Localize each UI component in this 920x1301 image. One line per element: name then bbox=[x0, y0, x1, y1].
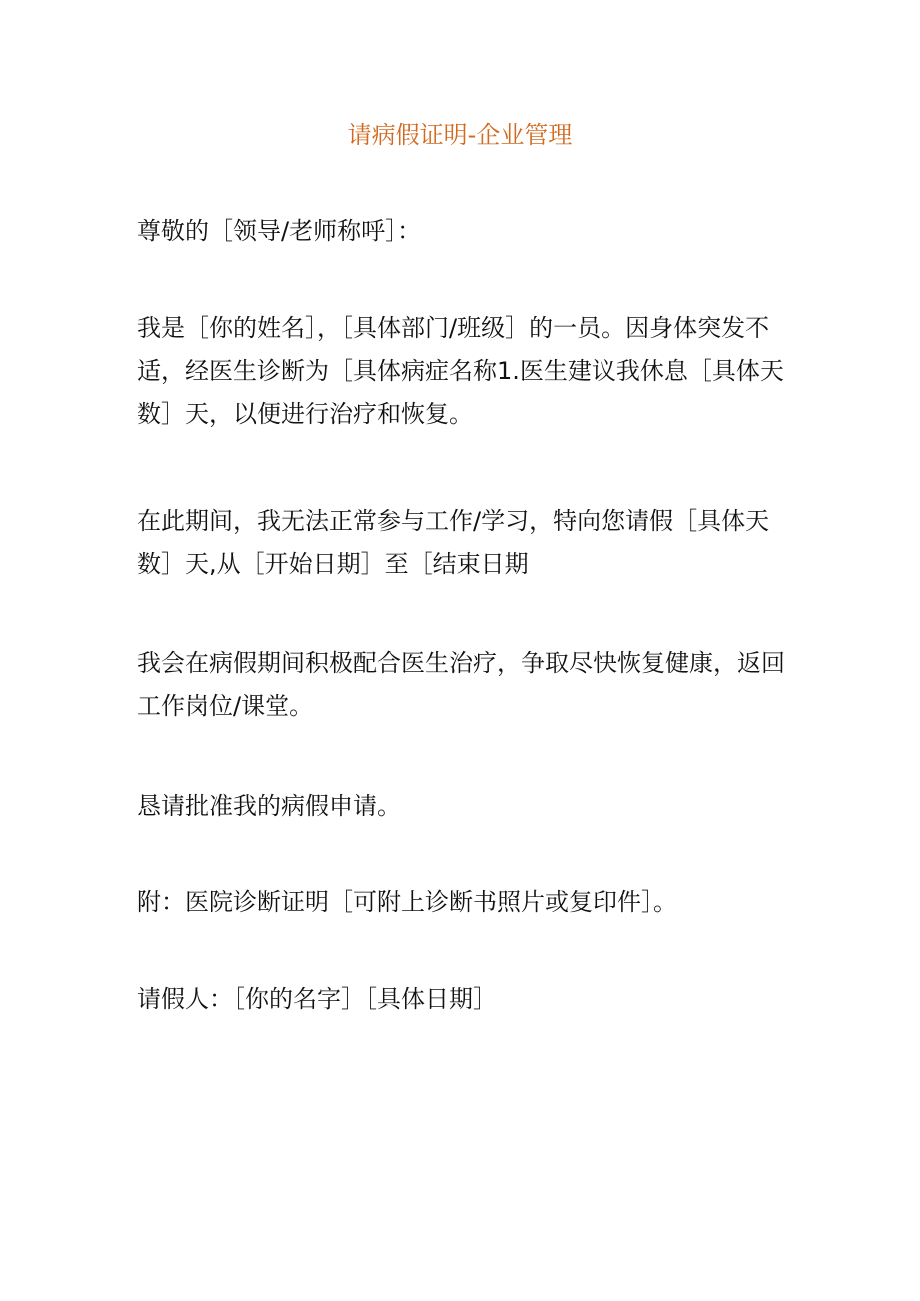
signature-line: 请假人：［你的名字］［具体日期］ bbox=[137, 985, 497, 1013]
body-paragraph-closing: 恳请批准我的病假申请。 bbox=[137, 792, 401, 820]
document-title: 请病假证明-企业管理 bbox=[347, 121, 573, 149]
body-paragraph-request: 在此期间，我无法正常参与工作/学习，特向您请假［具体天数］天,从［开始日期］至［结束日期 bbox=[137, 507, 770, 578]
body-paragraph-intro: 我是［你的姓名］，［具体部门/班级］的一员。因身体突发不适，经医生诊断为［具体病症名称1.医生建议我休息［具体天数］天，以便进行治疗和恢复。 bbox=[137, 314, 784, 428]
attachment-note: 附：医院诊断证明［可附上诊断书照片或复印件］。 bbox=[137, 888, 677, 916]
body-paragraph-commitment: 我会在病假期间积极配合医生治疗，争取尽快恢复健康，返回工作岗位/课堂。 bbox=[137, 649, 785, 720]
salutation: 尊敬的［领导/老师称呼］： bbox=[137, 217, 422, 245]
